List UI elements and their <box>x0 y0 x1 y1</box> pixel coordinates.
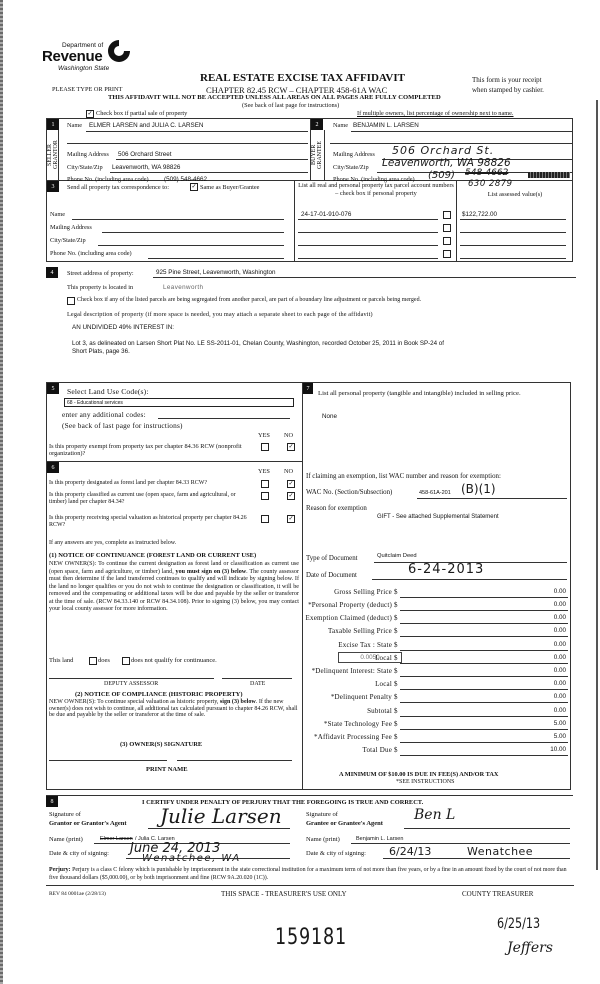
dollar-sign: $ <box>394 693 398 701</box>
amount-line <box>400 702 568 703</box>
buyer-name-field[interactable]: BENJAMIN L. LARSEN <box>353 122 419 129</box>
same-as-buyer-checkbox[interactable]: ✓ <box>191 184 197 190</box>
grantor-name-struck: Elmer Larsen <box>100 836 133 842</box>
historic-no-checkbox[interactable]: ✓ <box>288 516 294 522</box>
amount-line <box>400 650 568 651</box>
divider-3-parcels <box>294 180 295 262</box>
buyer-phone-area: (509) <box>428 170 455 181</box>
seller-city-label: City/State/Zip <box>67 164 103 171</box>
does-not-qualify-checkbox[interactable] <box>122 657 130 665</box>
legal-line-2: Lot 3, as delineated on Larsen Short Plat No. LE SS-2011-01, Chelan County, Washington, recorded October 25, 2011 in Book SP-24 of <box>72 340 444 347</box>
amount-label: Subtotal <box>367 707 392 715</box>
minimum-due-note: A MINIMUM OF $10.00 IS DUE IN FEE(S) AND/OR TAX <box>339 771 499 778</box>
buyer-city-label: City/State/Zip <box>333 164 369 171</box>
perjury-notice <box>49 866 574 883</box>
amount-row-subtotal <box>300 707 570 717</box>
amount-line <box>400 755 568 756</box>
amount-row-personal <box>300 601 570 611</box>
assessed-value-1[interactable]: $122,722.00 <box>462 211 498 218</box>
assessed-line-2 <box>460 232 566 233</box>
amount-row-exemption <box>300 614 570 624</box>
see-instructions-note: *SEE INSTRUCTIONS <box>396 779 455 785</box>
amount-value[interactable]: 0.00 <box>553 627 566 634</box>
forest-no-checkbox[interactable]: ✓ <box>288 481 294 487</box>
parcel-line-3 <box>298 245 438 246</box>
owner-signature-label: (3) OWNER(S) SIGNATURE <box>120 741 203 748</box>
notice1-text-a: NEW OWNER(S): To continue the current designation as forest land or classification as current use (open space, farm and agriculture, or timber) land, <box>49 561 299 575</box>
amount-value[interactable]: 0.00 <box>553 707 566 714</box>
multiple-owners-note: If multiple owners, list percentage of ownership next to name. <box>357 110 514 117</box>
amount-label: Gross Selling Price <box>334 588 392 596</box>
seller-side-label: SELLER <box>47 130 59 180</box>
s6-no-header: NO <box>284 468 294 475</box>
seller-city-line <box>110 172 308 173</box>
perjury-text: Perjury is a class C felony which is punishable by imprisonment in the state correctional institution for a maximum term of not more than five years, or by a fine in an amount fixed by the court of not more than five thousand dollars ($5,000.00), or by both imprisonment and fine (RCW 9A.20.020 (1C)). <box>49 867 567 882</box>
grantor-side-label: GRANTOR <box>53 140 59 170</box>
stamp-date: 6/25/13 <box>497 916 541 932</box>
please-type-label: PLEASE TYPE OR PRINT <box>52 86 123 93</box>
acceptance-warning: THIS AFFIDAVIT WILL NOT BE ACCEPTED UNLESS ALL AREAS ON ALL PAGES ARE FULLY COMPLETED <box>108 94 441 101</box>
certify-statement: I CERTIFY UNDER PENALTY OF PERJURY THAT THE FOREGOING IS TRUE AND CORRECT. <box>142 799 424 806</box>
parcel-line-1 <box>298 219 438 220</box>
seller-mailing-label: Mailing Address <box>67 151 109 158</box>
perjury-bold: Perjury: <box>49 867 71 873</box>
amount-label: Local <box>375 680 392 688</box>
parcel-line-4 <box>298 258 438 259</box>
amount-label: Total Due <box>362 746 392 754</box>
logo-dept-text: Department of <box>62 42 104 49</box>
personal-property-checkbox-2[interactable] <box>443 224 451 232</box>
seller-name-label: Name <box>67 122 83 129</box>
amount-label: Taxable Selling Price <box>328 627 392 635</box>
section-4-number: 4 <box>46 267 58 278</box>
personal-property-label: List all personal property (tangible and intangible) included in selling price. <box>318 390 521 397</box>
logo-revenue-text: Revenue <box>42 48 103 65</box>
assessor-date-line <box>222 678 292 679</box>
notice-compliance-title: (2) NOTICE OF COMPLIANCE (HISTORIC PROPERTY) <box>75 691 243 698</box>
amount-value[interactable]: 0.00 <box>553 601 566 608</box>
street-address-field[interactable]: 925 Pine Street, Leavenworth, Washington <box>156 269 276 276</box>
section-8-number: 8 <box>46 796 58 807</box>
section-3-number: 3 <box>47 181 59 192</box>
forest-yes-checkbox[interactable] <box>261 480 269 488</box>
buyer-phone-struck: 548-4662 <box>465 168 509 178</box>
s5-no-header: NO <box>284 432 294 439</box>
dollar-sign: $ <box>394 707 398 715</box>
dor-swirl-logo-icon <box>106 38 132 64</box>
dollar-sign: $ <box>394 627 398 635</box>
s3-city-line <box>98 245 284 246</box>
owner-signature-line-2 <box>177 760 292 761</box>
reason-label: Reason for exemption <box>306 505 367 512</box>
located-in-field[interactable]: Leavenworth <box>163 284 204 291</box>
rev-number: REV 84 0001ae (2/28/13) <box>49 891 106 897</box>
seller-city-field[interactable]: Leavenworth, WA 98826 <box>112 164 181 171</box>
send-correspondence-label: Send all property tax correspondence to: <box>67 184 169 191</box>
parcel-line-2 <box>298 232 438 233</box>
grantee-name-label: Name (print) <box>306 836 340 843</box>
grantee-date-label: Date & city of signing: <box>306 850 366 857</box>
assessed-line-1 <box>460 219 566 220</box>
buyer-city-field[interactable]: Leavenworth, WA 98826 <box>382 157 511 169</box>
parcel-number-1[interactable]: 24-17-01-910-076 <box>301 211 352 218</box>
wac-handwritten: (B)(1) <box>461 482 496 496</box>
exempt-yes-checkbox[interactable] <box>261 443 269 451</box>
seller-phone-field[interactable]: (509) 548-4662 <box>164 176 208 183</box>
additional-codes-label: enter any additional codes: <box>62 410 146 419</box>
divider-5-6 <box>46 461 302 462</box>
s3-phone-line <box>148 258 284 259</box>
grantee-signature-label-1: Signature of <box>306 811 338 818</box>
current-use-no-checkbox[interactable]: ✓ <box>288 493 294 499</box>
assessed-line-4 <box>460 258 566 259</box>
amount-label: *Delinquent Penalty <box>330 693 392 701</box>
deputy-assessor-line <box>49 678 214 679</box>
doc-type-label: Type of Document <box>306 555 358 562</box>
amount-value[interactable]: 0.00 <box>553 654 566 661</box>
segregated-checkbox[interactable] <box>67 297 75 305</box>
amount-value[interactable]: 0.00 <box>553 588 566 595</box>
located-in-label: This property is located in <box>67 284 134 291</box>
grantee-name-field[interactable]: Benjamin L. Larsen <box>356 836 404 842</box>
receipt-note-2: when stamped by cashier. <box>472 86 544 94</box>
exemption-label: If claiming an exemption, list WAC number and reason for exemption: <box>306 473 501 480</box>
personal-property-value[interactable]: None <box>322 413 338 420</box>
amount-line <box>400 636 568 637</box>
s3-city-label: City/State/Zip <box>50 237 86 244</box>
notice1-bold: you must sign on (3) below <box>175 568 247 575</box>
seller-mailing-field[interactable]: 506 Orchard Street <box>118 151 172 158</box>
deputy-assessor-label: DEPUTY ASSESSOR <box>104 681 159 687</box>
buyer-name-line <box>351 131 572 132</box>
amount-label: *State Technology Fee <box>323 720 392 728</box>
grantor-signature-label-2: Grantor or Grantor's Agent <box>49 820 127 827</box>
logo-state-text: Washington State <box>58 65 110 72</box>
dollar-sign: $ <box>394 654 398 662</box>
amount-value[interactable]: 5.00 <box>553 720 566 727</box>
amount-value[interactable]: 0.00 <box>553 614 566 621</box>
personal-property-checkbox-3[interactable] <box>443 237 451 245</box>
dollar-sign: $ <box>394 680 398 688</box>
amount-line <box>400 689 568 690</box>
grantee-city-field[interactable]: Wenatchee <box>467 845 534 858</box>
notice1-text-b: . The county assessor must then determine if the land transferred continues to qualify and will indicate by signing below. If the land no longer qualifies or you do not wish to continue the designation or classification, it will be removed and the compensating or additional taxes will be due and payable by the seller or transferor at the time of sale. (RCW 84.33.140 or RCW 84.34.108). Prior to signing (3) below, you may contact your local county assessor for more information. <box>49 568 299 613</box>
reason-value[interactable]: GIFT - See attached Supplemental Statement <box>377 514 499 520</box>
grantor-signature[interactable]: Julie Larsen <box>160 804 282 828</box>
amount-line <box>400 623 568 624</box>
scan-edge <box>0 0 3 984</box>
parcel-header: List all real and personal property tax parcel account numbers – check box if personal property <box>298 182 454 197</box>
s6-yes-header: YES <box>258 468 270 475</box>
amount-label: *Affidavit Processing Fee <box>314 733 392 741</box>
assessed-line-3 <box>460 245 566 246</box>
amount-line <box>400 610 568 611</box>
grantee-side-label: GRANTEE <box>317 141 323 169</box>
page-subtitle: CHAPTER 82.45 RCW – CHAPTER 458-61A WAC <box>206 85 388 95</box>
seller-mailing-line <box>116 159 308 160</box>
amount-row-total <box>300 746 570 756</box>
dollar-sign: $ <box>394 746 398 754</box>
seller-name-line <box>86 131 308 132</box>
forest-land-question: Is this property designated as forest land per chapter 84.33 RCW? <box>49 480 208 486</box>
does-not-label: does not qualify for continuance. <box>131 657 217 664</box>
amount-value[interactable]: 0.00 <box>553 680 566 687</box>
buyer-phone-field[interactable]: 630 2879 <box>468 179 513 189</box>
notice2-text-a: NEW OWNER(S): To continue special valuation as historic property, <box>49 699 219 705</box>
dollar-sign: $ <box>394 614 398 622</box>
historic-question: Is this property receiving special valuation as historical property per chapter 84.26 RCW? <box>49 515 247 529</box>
amount-row-delinquent-state <box>300 667 570 677</box>
amount-label: Exemption Claimed (deduct) <box>305 614 392 622</box>
exempt-no-checkbox[interactable]: ✓ <box>288 444 294 450</box>
section-7-number: 7 <box>303 383 313 394</box>
dollar-sign: $ <box>394 720 398 728</box>
stamp-initials: Jeffers <box>507 940 553 956</box>
divider-parcels-values <box>456 180 457 262</box>
amount-line <box>400 716 568 717</box>
section-1-number: 1 <box>47 119 59 130</box>
dollar-sign: $ <box>394 588 398 596</box>
dor-logo <box>42 42 142 82</box>
current-use-yes-checkbox[interactable] <box>261 492 269 500</box>
legal-line-1: AN UNDIVIDED 49% INTEREST IN: <box>72 324 175 331</box>
buyer-phone-label: Phone No. (including area code) <box>333 176 415 183</box>
section-8-top-line <box>46 795 573 796</box>
wac-value[interactable]: 458-61A-201 <box>419 490 451 496</box>
seller-phone-label: Phone No. (including area code) <box>67 176 149 183</box>
grantee-date-field[interactable]: 6/24/13 <box>389 845 432 858</box>
buyer-mailing-field[interactable]: 506 Orchard St. <box>392 144 495 157</box>
page-title: REAL ESTATE EXCISE TAX AFFIDAVIT <box>200 72 405 84</box>
s5-see-back: (See back of last page for instructions) <box>62 421 183 430</box>
street-address-label: Street address of property: <box>67 270 134 277</box>
buyer-name-label: Name <box>333 122 349 129</box>
doc-type-value[interactable]: Quitclaim Deed <box>377 553 417 559</box>
amount-value[interactable]: 5.00 <box>553 733 566 740</box>
seller-name-field[interactable]: ELMER LARSEN and JULIA C. LARSEN <box>89 122 204 129</box>
notice-continuance-title: (1) NOTICE OF CONTINUANCE (FOREST LAND OR CURRENT USE) <box>49 552 257 559</box>
receipt-number: 159181 <box>275 925 347 950</box>
section-2-number: 2 <box>311 119 323 130</box>
land-use-selected-value: 68 - Educational services <box>67 400 123 406</box>
local-rate-value: 0.0050 <box>360 654 380 661</box>
grantor-signature-line <box>148 828 290 829</box>
s5-yes-header: YES <box>258 432 270 439</box>
grantor-side-label-wrap <box>53 130 61 180</box>
s3-name-line <box>72 219 284 220</box>
partial-sale-label: Check box if partial sale of property <box>96 110 188 117</box>
footer-line <box>46 885 574 886</box>
amount-row-penalty <box>300 693 570 703</box>
personal-property-checkbox-1[interactable] <box>443 211 451 219</box>
amount-label: Excise Tax : State <box>338 641 392 649</box>
print-name-label: PRINT NAME <box>146 766 188 773</box>
notice2-bold: sign (3) below <box>219 699 256 705</box>
assessor-date-label: DATE <box>250 681 266 687</box>
dollar-sign: $ <box>394 733 398 741</box>
grantee-signature[interactable]: Ben L <box>414 807 456 823</box>
doc-date-value[interactable]: 6-24-2013 <box>408 562 485 577</box>
current-use-question: Is this property classified as current use (open space, farm and agricultural, or timber) land per chapter 84.34? <box>49 492 236 506</box>
wac-line <box>417 498 567 499</box>
amount-value[interactable]: 10.00 <box>550 746 566 753</box>
amount-value[interactable]: 0.00 <box>553 693 566 700</box>
amount-line <box>400 663 568 664</box>
notice-continuance-text <box>49 561 299 614</box>
land-use-select[interactable] <box>64 398 294 407</box>
owner-signature-line-1 <box>49 760 167 761</box>
grantor-name-label: Name (print) <box>49 836 83 843</box>
amount-row-excise-local <box>300 654 570 664</box>
amount-label: *Personal Property (deduct) <box>308 601 392 609</box>
amount-row-taxable <box>300 627 570 637</box>
assessed-header: List assessed value(s) <box>487 191 543 198</box>
amount-row-delinquent-local <box>300 680 570 690</box>
s3-phone-label: Phone No. (including area code) <box>50 250 132 257</box>
same-as-buyer-label: Same as Buyer/Grantee <box>200 184 260 191</box>
land-use-label: Select Land Use Code(s): <box>67 387 149 396</box>
amount-row-tech-fee <box>300 720 570 730</box>
receipt-note-1: This form is your receipt <box>472 76 542 84</box>
county-treasurer-label: COUNTY TREASURER <box>462 890 534 898</box>
amount-label: Local <box>375 654 392 662</box>
section-6-number: 6 <box>47 462 59 473</box>
additional-codes-line <box>158 418 290 419</box>
legal-line-3: Short Plats, page 36. <box>72 348 130 355</box>
grantee-name-line <box>351 843 570 844</box>
grantor-city-field[interactable]: Wenatchee, WA <box>142 853 241 864</box>
grantor-date-label: Date & city of signing: <box>49 850 109 857</box>
amount-row-processing-fee <box>300 733 570 743</box>
instructions-note: (See back of last page for instructions) <box>242 102 340 109</box>
amount-line <box>400 742 568 743</box>
street-address-line <box>153 277 576 278</box>
segregated-label: Check box if any of the listed parcels are being segregated from another parcel, are part of a boundary line adjustment or parcels being merged. <box>77 297 422 303</box>
grantor-name-field[interactable]: / Julia C. Larsen <box>135 836 175 842</box>
grantee-signature-line <box>404 828 570 829</box>
amount-value[interactable]: 0.00 <box>553 641 566 648</box>
grantor-date-line <box>126 858 290 859</box>
amount-row-gross <box>300 588 570 598</box>
personal-property-checkbox-4[interactable] <box>443 250 451 258</box>
s3-name-label: Name <box>50 211 66 218</box>
grantee-date-line <box>383 858 570 859</box>
does-qualify-checkbox[interactable] <box>89 657 97 665</box>
exempt-question: Is this property exempt from property tax per chapter 84.36 RCW (nonprofit organization)? <box>49 443 242 458</box>
amount-line <box>400 597 568 598</box>
buyer-side-label: BUYER <box>311 144 317 166</box>
seller-name-line-2 <box>67 143 308 144</box>
amount-label: *Delinquent Interest: State <box>311 667 392 675</box>
amount-line <box>400 729 568 730</box>
dollar-sign: $ <box>394 641 398 649</box>
scan-edge-right <box>596 100 598 870</box>
buyer-mailing-label: Mailing Address <box>333 151 375 158</box>
historic-yes-checkbox[interactable] <box>261 515 269 523</box>
grantor-date-field[interactable]: June 24, 2013 <box>130 841 221 856</box>
s3-mailing-line <box>102 232 284 233</box>
notice-compliance-text <box>49 699 299 719</box>
amount-row-excise-state <box>300 641 570 651</box>
wac-label: WAC No. (Section/Subsection) <box>306 489 393 496</box>
grantee-signature-label-2: Grantee or Grantee's Agent <box>306 820 383 827</box>
grantor-signature-label-1: Signature of <box>49 811 81 818</box>
dollar-sign: $ <box>394 601 398 609</box>
doc-date-line <box>372 579 567 580</box>
buyer-side-label-wrap <box>311 130 325 180</box>
notice2-text-b: . If the new owner(s) does not wish to continue, all additional tax calculated pursuant to chapter 84.26 RCW, shall be due and payable by the seller or transferor at the time of sale. <box>49 699 298 719</box>
legal-description-label: Legal description of property (if more space is needed, you may attach a separate sheet to each page of the affidavit) <box>67 311 373 318</box>
buyer-phone-scribble <box>528 172 570 178</box>
s3-mailing-label: Mailing Address <box>50 224 92 231</box>
doc-date-label: Date of Document <box>306 572 357 579</box>
amount-line <box>400 676 568 677</box>
partial-sale-checkbox[interactable]: ✓ <box>87 111 93 117</box>
amount-value[interactable]: 0.00 <box>553 667 566 674</box>
section-5-number: 5 <box>47 383 59 394</box>
treasurer-use-only: THIS SPACE - TREASURER'S USE ONLY <box>221 890 347 898</box>
if-yes-note: If any answers are yes, complete as instructed below. <box>49 540 177 546</box>
this-land-label: This land <box>49 657 74 664</box>
does-label: does <box>98 657 110 664</box>
dollar-sign: $ <box>394 667 398 675</box>
